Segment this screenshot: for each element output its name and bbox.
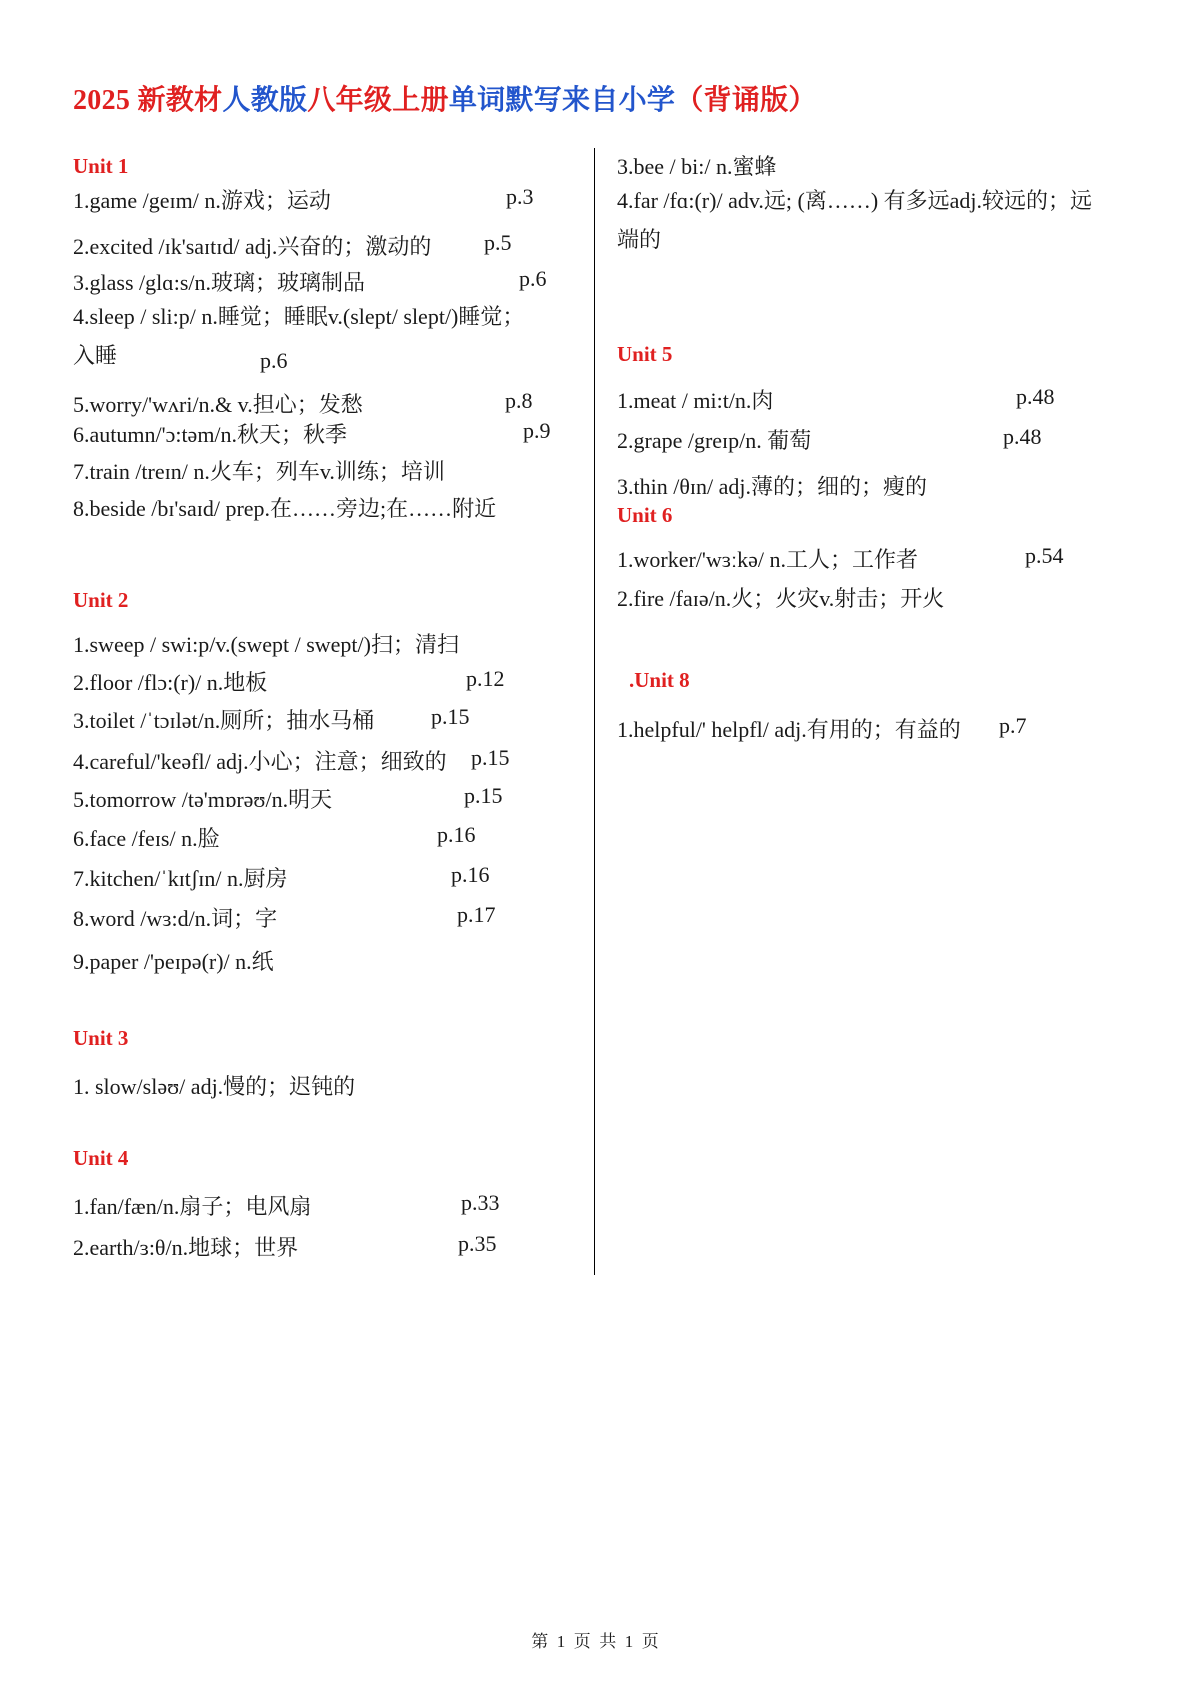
vocab-entry: 4.far /fɑ:(r)/ adv.远; (离……) 有多远adj.较远的；远端的 [617,188,1093,252]
page-ref: p.3 [506,184,534,209]
page-ref: p.48 [1016,384,1055,409]
vocab-entry: 2.fire /faɪə/n.火；火灾v.射击；开火 [617,586,945,611]
vocab-entry: 7.kitchen/ˈkɪtʃɪn/ n.厨房 [73,866,288,891]
page-ref: p.16 [451,862,490,887]
page-ref: p.15 [464,783,503,808]
vocab-entry: 3.bee / bi:/ n.蜜蜂 [617,154,777,179]
page-ref: p.15 [471,745,510,770]
unit-heading: Unit 2 [73,588,129,612]
page-ref: p.12 [466,666,505,691]
page-ref: p.33 [461,1190,500,1215]
title-part-year: 2025 新教材 [73,85,223,116]
page-ref: p.7 [999,713,1027,738]
page-footer: 第 1 页 共 1 页 [531,1632,659,1651]
vocab-entry: 2.earth/ɜ:θ/n.地球；世界 [73,1235,299,1260]
page-ref: p.16 [437,822,476,847]
vocab-entry: 1. slow/sləʊ/ adj.慢的；迟钝的 [73,1074,356,1099]
vocab-entry: 1.game /geɪm/ n.游戏；运动 [73,188,331,213]
page-ref: p.15 [431,704,470,729]
vocab-entry: 5.tomorrow /tə'mɒrəʊ/n.明天 [73,787,333,812]
vocab-entry: 9.paper /'peɪpə(r)/ n.纸 [73,949,274,974]
page-ref: p.5 [484,230,512,255]
vocab-entry: 6.autumn/'ɔ:təm/n.秋天；秋季 [73,422,348,447]
page-ref: p.9 [523,418,551,443]
page-ref: p.6 [519,266,547,291]
title-part-topic: 单词默写来自小学 [448,85,676,116]
page-ref: p.35 [458,1231,497,1256]
vocab-entry: 7.train /treɪn/ n.火车；列车v.训练；培训 [73,459,445,484]
vocab-entry: 6.face /feɪs/ n.脸 [73,826,220,851]
unit-heading: .Unit 8 [629,668,690,692]
vocab-entry: 1.meat / mi:t/n.肉 [617,388,774,413]
vocab-entry: 2.excited /ɪk'saɪtɪd/ adj.兴奋的；激动的 [73,234,432,259]
vocab-entry: 3.toilet /ˈtɔɪlət/n.厕所；抽水马桶 [73,708,375,733]
vocab-entry: 3.thin /θɪn/ adj.薄的；细的；瘦的 [617,474,927,499]
page-ref: p.17 [457,902,496,927]
vocab-entry: 4.sleep / sli:p/ n.睡觉；睡眠v.(slept/ slept/)睡觉；入睡 [73,304,525,368]
vocab-entry: 1.sweep / swi:p/v.(swept / swept/)扫；清扫 [73,632,459,657]
vocab-entry: 4.careful/'keəfl/ adj.小心；注意；细致的 [73,749,447,774]
vocab-entry: 1.helpful/' helpfl/ adj.有用的；有益的 [617,717,961,742]
vocab-entry: 5.worry/'wʌri/n.& v.担心；发愁 [73,392,363,417]
vocab-entry: 1.fan/fæn/n.扇子；电风扇 [73,1194,312,1219]
unit-heading: Unit 3 [73,1026,129,1050]
title-part-publisher: 人教版 [222,85,308,116]
page-ref: p.8 [505,388,533,413]
vocab-entry: 3.glass /glɑ:s/n.玻璃；玻璃制品 [73,270,366,295]
title-part-version: （背诵版） [675,85,817,116]
page-ref: p.48 [1003,424,1042,449]
vocab-entry: 1.worker/'wɜːkə/ n.工人；工作者 [617,547,918,572]
unit-heading: Unit 1 [73,154,129,178]
vocab-entry: 2.grape /greɪp/n. 葡萄 [617,428,812,453]
unit-heading: Unit 5 [617,342,673,366]
document-title [73,78,817,118]
vocab-entry: 8.beside /bɪ'saɪd/ prep.在……旁边;在……附近 [73,496,497,521]
column-divider [594,148,595,1275]
page-ref: p.54 [1025,543,1064,568]
unit-heading: Unit 6 [617,503,673,527]
page-ref: p.6 [260,348,288,373]
unit-heading: Unit 4 [73,1146,129,1170]
title-part-grade: 八年级上册 [307,85,449,116]
vocab-entry: 8.word /wɜ:d/n.词；字 [73,906,278,931]
vocab-entry: 2.floor /flɔ:(r)/ n.地板 [73,670,268,695]
